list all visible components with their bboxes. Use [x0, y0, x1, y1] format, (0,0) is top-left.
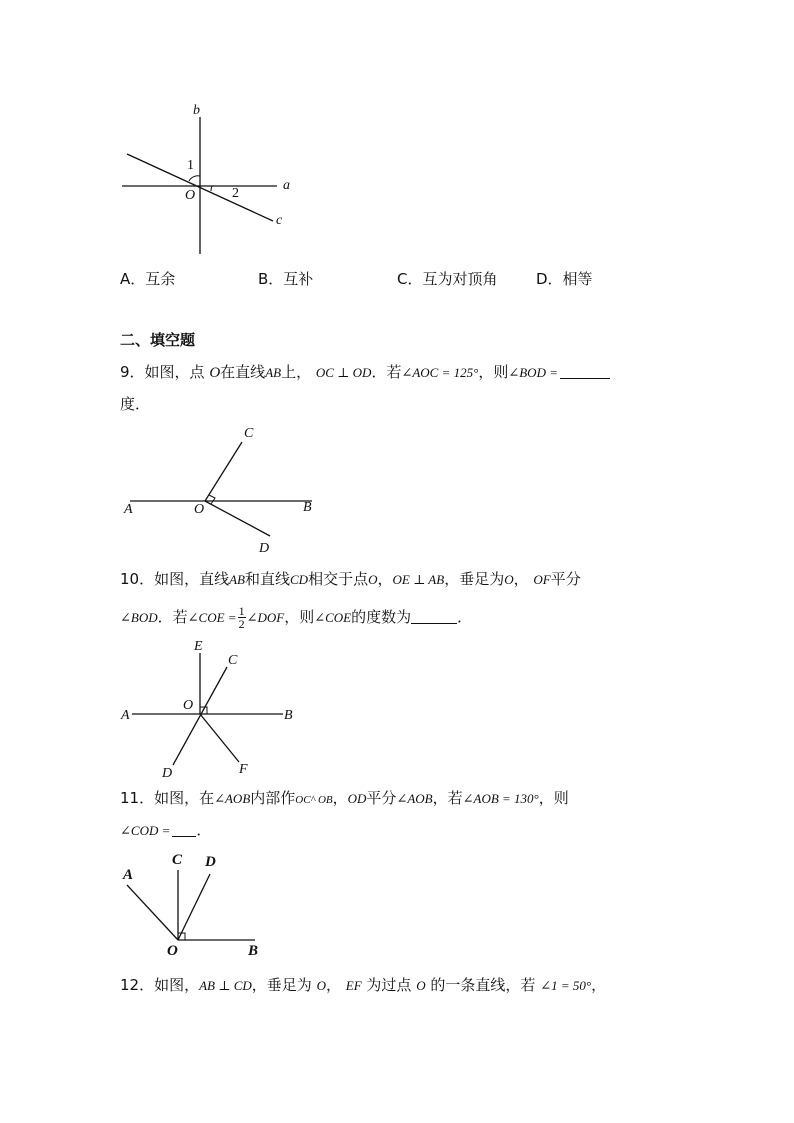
label-C: C: [228, 653, 238, 668]
q10-text4: ，垂足为: [444, 570, 505, 588]
q10-point-o2: O: [504, 572, 514, 587]
section-title: 二、填空题: [120, 331, 196, 349]
q12-ef: EF: [345, 978, 362, 993]
q11-text1: 内部作: [250, 789, 296, 807]
label-B: B: [284, 708, 293, 723]
q10-text6: 平分: [550, 570, 581, 588]
q10-num: 10．如图，直线: [120, 570, 230, 588]
q12-text3: 为过点: [366, 976, 412, 994]
question-12-line1: [120, 975, 606, 996]
q10-ab: AB: [229, 572, 245, 587]
q12-text4: 的一条直线，若: [430, 976, 536, 994]
q10-perp-condition: OE ⊥ AB: [392, 572, 445, 587]
option-d[interactable]: D．相等: [536, 270, 593, 288]
label-b: b: [193, 103, 200, 118]
q12-text5: ，: [591, 976, 607, 994]
q9-point-o: O: [209, 365, 221, 381]
q9-text1: 在直线: [220, 363, 266, 381]
q10-angle-coe2: ∠COE: [314, 610, 352, 625]
label-B: B: [303, 500, 312, 515]
q10-angle-dof: ∠DOF: [246, 610, 285, 625]
q10-text5: ，: [513, 570, 529, 588]
q10-angle-bod: ∠BOD: [120, 610, 158, 625]
q11-text3: 平分: [366, 789, 397, 807]
label-O: O: [185, 188, 196, 203]
q11-angle-cod: ∠COD =: [120, 823, 171, 838]
question-9-line2: 度．: [120, 395, 151, 413]
q10-cd: CD: [290, 572, 309, 587]
q9-ab: AB: [265, 365, 282, 380]
q9-text3: ．若: [371, 363, 402, 381]
label-D: D: [205, 854, 216, 870]
label-D: D: [162, 766, 173, 781]
label-O: O: [194, 502, 205, 517]
q9-text4: ，则: [478, 363, 509, 381]
q10-l2-text1: ．若: [157, 608, 188, 626]
q11-text4: ，若: [432, 789, 463, 807]
option-b[interactable]: B．互补: [258, 270, 314, 288]
q11-num: 11．如图，在: [120, 789, 215, 807]
q9-num: 9．如图，点: [120, 363, 205, 381]
option-c[interactable]: C．互为对顶角: [397, 270, 498, 288]
q12-text1: ，垂足为: [251, 976, 312, 994]
label-C: C: [172, 852, 183, 868]
q9-angle-bod: ∠BOD =: [508, 365, 558, 380]
q9-text2: 上，: [281, 363, 312, 381]
q10-l2-text3: 的度数为: [351, 608, 412, 626]
q12-point-o2: O: [416, 978, 426, 993]
label-a: a: [283, 178, 290, 193]
q10-text2: 相交于点: [308, 570, 369, 588]
q10-point-o: O: [368, 572, 378, 587]
q11-angle-aob2: ∠AOB: [396, 791, 433, 806]
q10-fraction-numerator: 1: [238, 604, 245, 618]
label-O: O: [183, 698, 194, 713]
q10-fraction-denominator: 2: [238, 617, 245, 631]
label-O: O: [167, 943, 178, 959]
q11-text2: ，: [332, 789, 348, 807]
q10-text3: ，: [377, 570, 393, 588]
q10-l2-end: ．: [457, 608, 473, 626]
q12-perp-condition: AB ⊥ CD: [199, 978, 252, 993]
label-A: A: [121, 708, 130, 723]
q11-angle-value: ∠AOB = 130°: [462, 791, 539, 806]
label-c: c: [276, 213, 283, 228]
q11-od: OD: [347, 791, 367, 806]
option-a[interactable]: A．互余: [120, 270, 176, 288]
label-B: B: [248, 943, 259, 959]
label-A: A: [123, 867, 134, 883]
label-D: D: [259, 541, 270, 556]
q10-l2-text2: ，则: [284, 608, 315, 626]
label-E: E: [194, 639, 203, 654]
q11-l2-end: ．: [196, 821, 212, 839]
label-angle-1: 1: [187, 158, 194, 173]
q12-angle-1: ∠1 = 50°: [540, 978, 592, 993]
label-angle-2: 2: [232, 186, 239, 201]
q11-perp-condition: OC^ OB: [295, 794, 333, 806]
label-C: C: [244, 426, 254, 441]
q11-text5: ，则: [538, 789, 569, 807]
q9-perp-condition: OC ⊥ OD: [315, 365, 372, 380]
ray-oa: [127, 885, 178, 940]
q11-angle-aob: ∠AOB: [214, 791, 251, 806]
label-F: F: [239, 762, 248, 777]
q9-angle-aoc: ∠AOC = 125°: [401, 365, 479, 380]
q12-point-o: O: [316, 978, 326, 993]
q10-of: OF: [533, 572, 551, 587]
q12-num: 12．如图，: [120, 976, 200, 994]
ray-od: [178, 874, 210, 940]
q10-text1: 和直线: [244, 570, 290, 588]
q12-text2: ，: [325, 976, 341, 994]
q10-angle-coe: ∠COE =: [187, 610, 237, 625]
label-A: A: [124, 502, 133, 517]
